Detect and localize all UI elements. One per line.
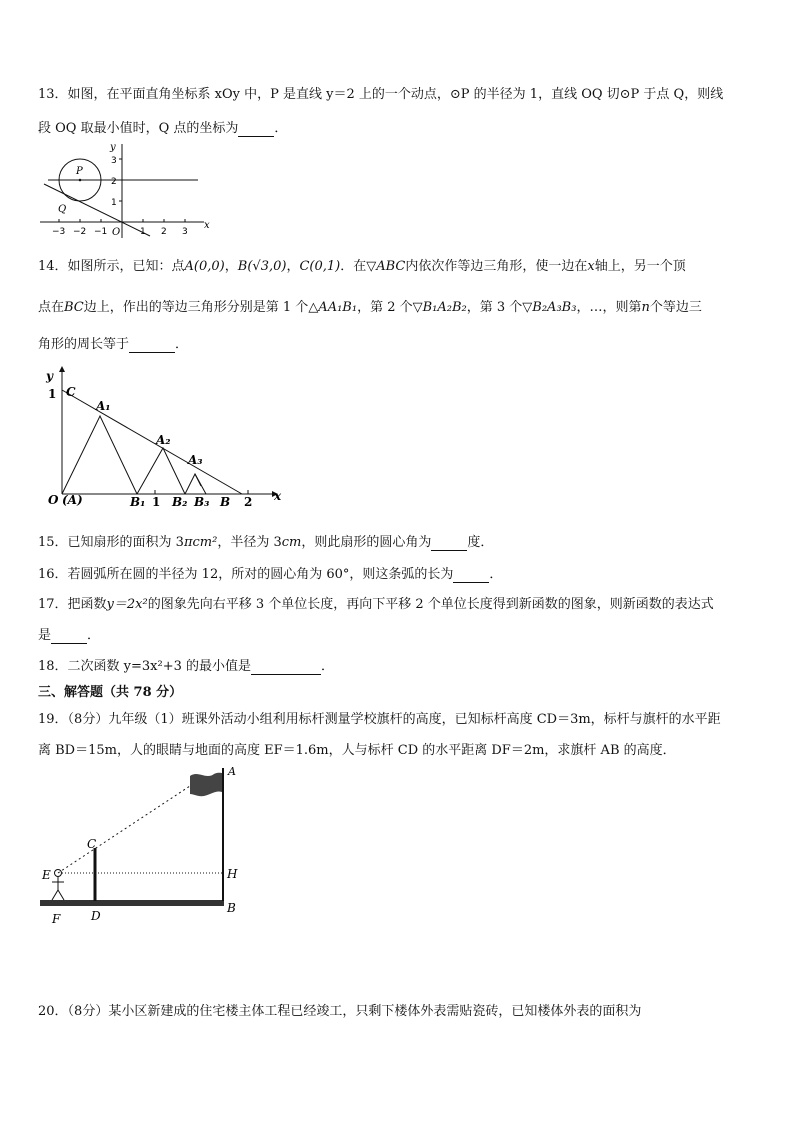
q13-x-tick-3: 3 (182, 227, 188, 237)
q17-text-c: 是 (38, 628, 52, 643)
q13-x-tick-neg1: −1 (94, 227, 108, 237)
q13-y-tick-1: 1 (111, 198, 117, 208)
q15-end: 度． (467, 535, 494, 550)
q14-text-k: 角形的周长等于 (38, 337, 130, 352)
q14-tick-1: 1 (152, 495, 161, 509)
q16-answer-blank (453, 567, 489, 583)
q14-var-x: x (587, 259, 595, 274)
q14-label-b: B (220, 495, 231, 509)
q14-triangle-2 (137, 448, 185, 494)
q19-label-a: A (228, 765, 236, 778)
q14-label-a3: A₃ (188, 453, 203, 467)
q18-line (38, 655, 334, 675)
q17-line1 (38, 593, 714, 612)
q13-x-tick-2: 2 (161, 227, 167, 237)
q14-bc: BC (64, 300, 84, 315)
q14-label-b3: B₃ (194, 495, 210, 509)
q19-line1: 19．（8分）九年级（1）班课外活动小组利用标杆测量学校旗杆的高度，已知标杆高度 CD＝3m，标杆与旗杆的水平距 (38, 712, 721, 727)
q14-text-b: ．在 (340, 259, 367, 274)
q15-line (38, 531, 493, 551)
q15-text-b: ，半径为 3 (217, 535, 282, 550)
q14-label-a2: A₂ (156, 433, 171, 447)
q14-tri-3: ▽B₂A₃B₃ (522, 300, 577, 315)
q13-y-tick-2: 2 (111, 177, 117, 187)
q19-line2: 离 BD＝15m，人的眼睛与地面的高度 EF＝1.6m，人与标杆 CD 的水平距离 DF＝2m，求旗杆 AB 的高度． (38, 743, 676, 758)
q14-label-o: O (48, 493, 59, 507)
q19-flag (190, 773, 222, 796)
q19-label-e: E (42, 868, 51, 882)
q15-text-a: 15．已知扇形的面积为 3 (38, 535, 184, 550)
q13-x-tick-neg2: −2 (73, 227, 87, 237)
q17-function: y＝2x² (106, 597, 148, 612)
q14-label-b2: B₂ (172, 495, 188, 509)
q14-text-d: 轴上，另一个顶 (594, 259, 686, 274)
q13-x-tick-neg3: −3 (52, 227, 66, 237)
q19-label-c: C (87, 837, 97, 851)
q14-line-cb (62, 390, 242, 494)
q14-text-e: 点在 (38, 300, 65, 315)
q14-label-oa: (A) (62, 493, 83, 507)
q13-text: 段 OQ 取最小值时，Q 点的坐标为 (38, 121, 239, 136)
q19-ground (40, 900, 224, 906)
q14-sep1: ， (224, 259, 238, 274)
q14-end: ． (175, 337, 189, 352)
q17-text-a: 17．把函数 (38, 597, 107, 612)
q15-answer-blank (431, 535, 467, 551)
q13-figure (38, 140, 213, 240)
q13-answer-blank (238, 121, 274, 137)
q14-line3 (38, 333, 188, 353)
q15-unit: cm (281, 535, 302, 550)
q19-label-h: H (227, 867, 238, 881)
q14-answer-blank (129, 337, 175, 353)
q16-line (38, 563, 502, 583)
q14-label-c: C (66, 385, 76, 399)
q18-answer-blank (251, 659, 321, 675)
q14-tick-2: 2 (244, 495, 253, 509)
q14-triangle-1 (62, 416, 137, 494)
q19-label-f: F (52, 912, 61, 926)
q14-point-a: A(0,0) (184, 259, 225, 274)
q14-point-b: B(√3,0) (237, 259, 287, 274)
q14-y-label: y (46, 369, 53, 383)
q17-line2 (38, 624, 100, 644)
q20-line1: 20．（8分）某小区新建成的住宅楼主体工程已经竣工，只剩下楼体外表需贴瓷砖，已知楼体外表的面积为 (38, 1004, 642, 1019)
section-heading: 三、解答题（共 78 分） (38, 685, 183, 700)
q14-triangle-3 (185, 474, 206, 494)
q15-area-unit: πcm² (183, 535, 218, 550)
person-icon (52, 870, 64, 901)
q13-y-label: y (110, 142, 116, 153)
q14-y-one: 1 (48, 387, 57, 401)
q17-text-b: 的图象先向右平移 3 个单位长度，再向下平移 2 个单位长度得到新函数的图象，则新函数的表达式 (147, 597, 714, 612)
q17-end: ． (87, 628, 101, 643)
q14-line1 (38, 255, 686, 274)
q14-tri-1: △AA₁B₁ (308, 300, 358, 315)
q13-x-label: x (204, 220, 210, 231)
q13-end: ． (274, 121, 288, 136)
q14-text-f: 边上，作出的等边三角形分别是第 1 个 (83, 300, 309, 315)
q16-text: 16．若圆弧所在圆的半径为 12，所对的圆心角为 60°，则这条弧的长为 (38, 567, 454, 582)
q14-figure (38, 364, 288, 509)
q14-point-c: C(0,1) (299, 259, 341, 274)
q13-y-tick-3: 3 (111, 156, 117, 166)
q17-answer-blank (51, 628, 87, 644)
q19-label-d: D (91, 909, 101, 923)
q14-x-label: x (274, 489, 282, 503)
q14-text-g: ，第 2 个 (357, 300, 413, 315)
q14-triangle-abc: ▽ABC (366, 259, 406, 274)
q13-q-label: Q (58, 204, 67, 215)
q18-end: ． (321, 659, 335, 674)
q14-text-j: 个等边三 (649, 300, 702, 315)
q14-var-n: n (641, 300, 650, 315)
q13-p-label: P (76, 166, 83, 177)
q14-text-c: 内依次作等边三角形，使一边在 (405, 259, 588, 274)
q14-text-h: ，第 3 个 (466, 300, 523, 315)
q14-tri-2: ▽B₁A₂B₂ (412, 300, 467, 315)
q19-sight-line (58, 786, 190, 873)
q14-line2 (38, 296, 702, 315)
q15-text-c: ，则此扇形的圆心角为 (301, 535, 432, 550)
q14-text-i: ，…，则第 (576, 300, 642, 315)
q19-figure (38, 760, 248, 930)
q18-text: 18．二次函数 y=3x²+3 的最小值是 (38, 659, 252, 674)
q14-label-b1: B₁ (130, 495, 146, 509)
q16-end: ． (489, 567, 503, 582)
q13-x-tick-1: 1 (140, 227, 146, 237)
q14-label-a1: A₁ (96, 399, 111, 413)
q13-line1: 13．如图，在平面直角坐标系 xOy 中，P 是直线 y＝2 上的一个动点，⊙P 的半径为 1，直线 OQ 切⊙P 于点 Q，则线 (38, 87, 724, 102)
q13-line2 (38, 117, 287, 137)
q14-text-a: 14．如图所示，已知：点 (38, 259, 185, 274)
q14-sep2: ， (286, 259, 300, 274)
q13-origin-label: O (112, 227, 121, 238)
q19-label-b: B (227, 901, 236, 915)
